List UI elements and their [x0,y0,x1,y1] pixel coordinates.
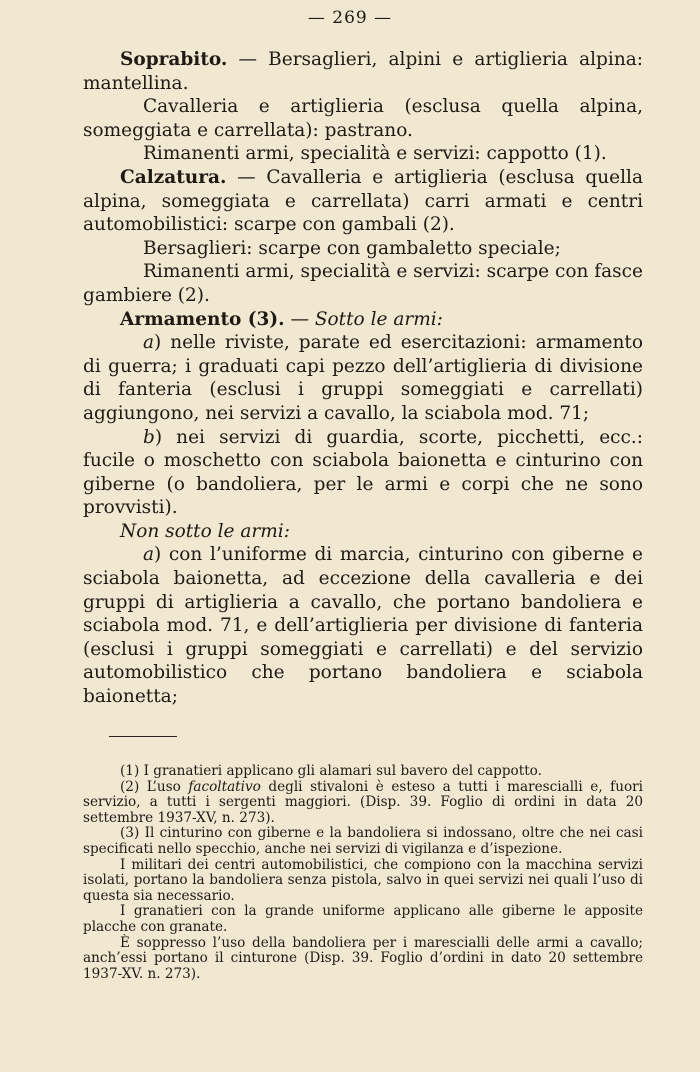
footnotes [83,764,643,982]
paragraph-rimanenti-cappotto: Rimanenti armi, specialità e servizi: cappotto (1). [143,143,607,165]
item-letter: b [143,426,155,448]
paragraph-soprabito [83,48,643,95]
paragraph-text: — Bersaglieri, alpini e artiglieria alpina: mantellina. [83,49,643,94]
footnote-italic: facoltativo [188,778,261,795]
footnote-3-granatieri: I granatieri con la grande uniforme applicano alle giberne le apposite placche con granate. [83,903,643,935]
footnote-text: (2) L’uso [120,778,189,795]
footnote-3: (3) Il cinturino con giberne e la bandoliera si indossano, oltre che nei casi specificati nello specchio, anche nei servizi di vigilanza e d’ispezione. [83,825,643,857]
paragraph-cavalleria: Cavalleria e artiglieria (esclusa quella alpina, someggiata e carrellata): pastrano. [83,96,643,141]
item-a-riviste [83,331,643,425]
footnote-1: (1) I granatieri applicano gli alamari sul bavero del cappotto. [120,763,542,779]
item-letter: a [143,332,155,354]
paragraph-rimanenti-scarpe: Rimanenti armi, specialità e servizi: scarpe con fasce gambiere (2). [83,261,643,306]
subheading-non-sotto-le-armi [83,520,643,544]
paragraph-calzatura [83,166,643,237]
item-text: ) con l’uniforme di marcia, cinturino con giberne e sciabola baionetta, ad eccezione della cavalleria e dei gruppi di artiglieria a cavallo, che portano bandoliera e sciabola mod. 71, e dell’artiglieria per divisione di fanteria (esclusi i gruppi someggiati e carrellati) e del servizio automobilistico che portano bandoliera e sciabola baionetta; [83,544,643,708]
paragraph-text: — Cavalleria e artiglieria (esclusa quella alpina, someggiata e carrellata) carri armati e centri automobilistici: scarpe con gambali (2). [83,166,643,236]
footnote-2 [83,780,643,827]
heading-calzatura: Calzatura. [120,166,227,188]
subheading-sotto-le-armi: Sotto le armi: [314,308,443,330]
item-text: ) nelle riviste, parate ed esercitazioni: armamento di guerra; i graduati capi pezzo dell’artiglieria di divisione di fanteria (esclusi i gruppi someggiati e carrellati) aggiungono, nei servizi a cavallo, la sciabola mod. 71; [83,332,643,424]
footnote-3-bandoliera: È soppresso l’uso della bandoliera per i marescialli delle armi a cavallo; anch’essi portano il cinturone (Disp. 39. Foglio d’ordini in dato 20 settembre 1937-XV. n. 273). [83,934,643,982]
paragraph-armamento [83,308,643,332]
item-text: ) nei servizi di guardia, scorte, picchetti, ecc.: fucile o moschetto con sciabola baionetta e cinturino con giberne (o bandoliera, per le armi e corpi che ne sono provvisti). [83,426,643,519]
item-b-guardia [83,426,643,520]
heading-soprabito: Soprabito. [120,49,228,70]
footnote-3-continued: I militari dei centri automobilistici, che compiono con la macchina servizi isolati, portano la bandoliera senza pistola, salvo in quei servizi nei quali l’uso di questa sia necessario. [83,856,643,904]
footnote-separator [109,736,177,737]
item-a-marcia [83,543,643,708]
paragraph-bersaglieri: Bersaglieri: scarpe con gambaletto speciale; [143,237,561,259]
page-number: — 269 — [307,8,393,28]
footnote-text: degli stivaloni è esteso a tutti i marescialli e, fuori servizio, a tutti i sergenti maggiori. (Disp. 39. Foglio di ordini in data 20 settembre 1937-XV, n. 273). [83,778,643,826]
item-letter: a [143,544,155,566]
heading-dash: — [284,308,315,330]
main-text [83,48,643,709]
subheading-text: Non sotto le armi: [120,520,290,542]
heading-armamento: Armamento (3). [120,308,285,330]
